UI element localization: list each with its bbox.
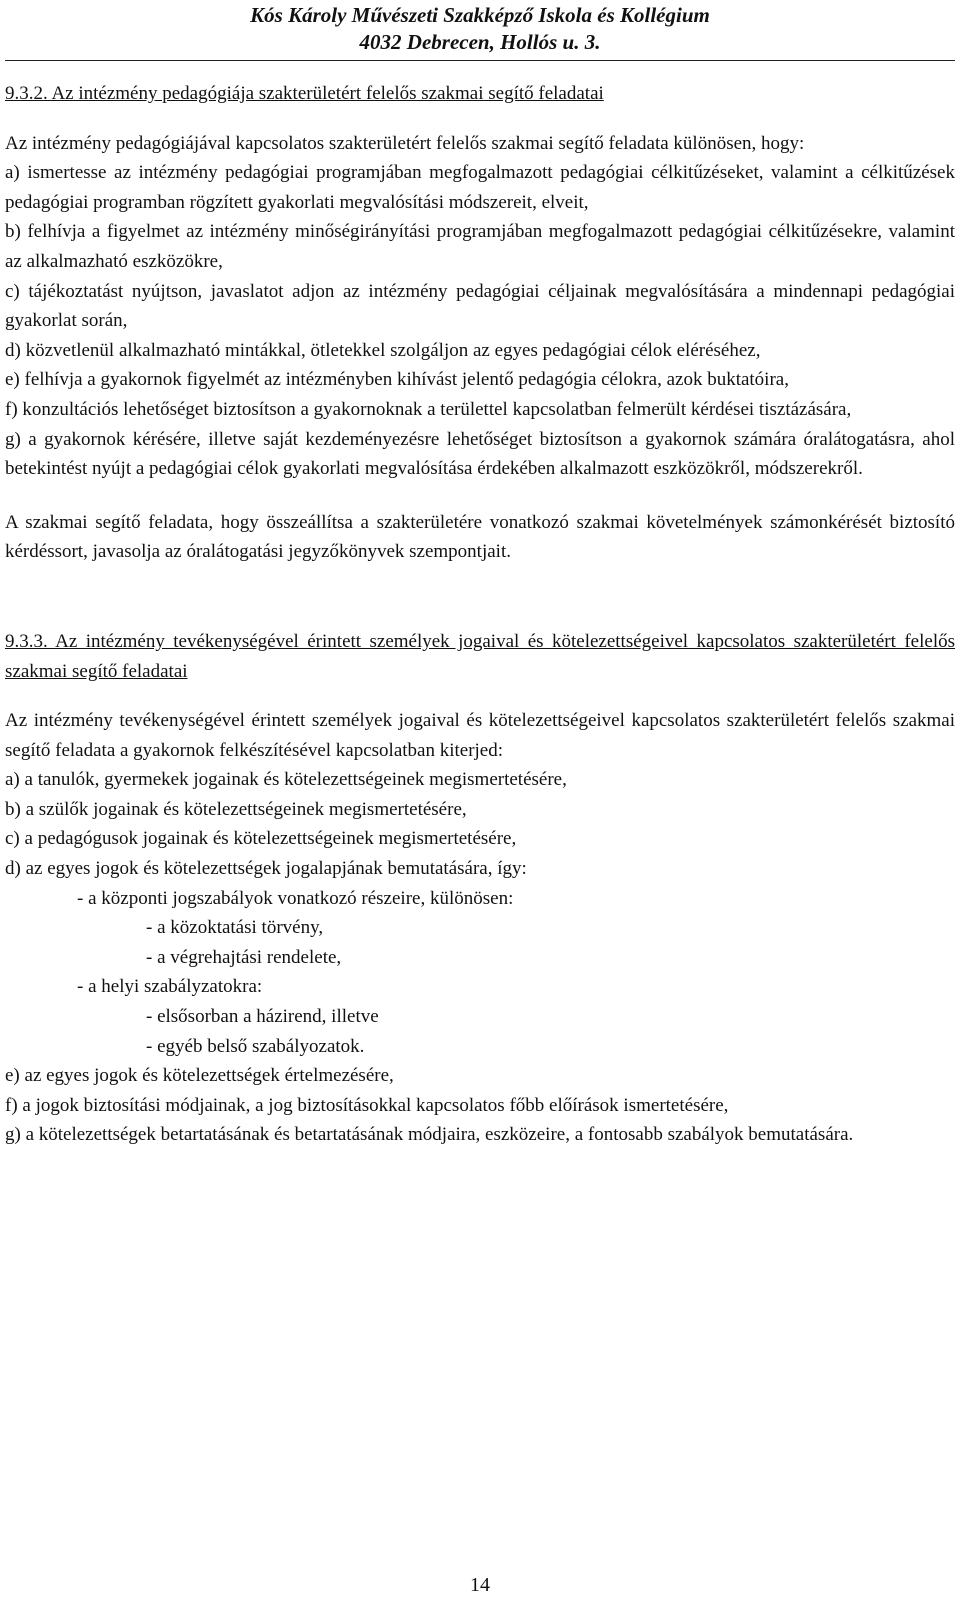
- sub-list-item: - a helyi szabályzatokra:: [77, 976, 263, 998]
- page-number: 14: [470, 1574, 490, 1596]
- section-932-intro: Az intézmény pedagógiájával kapcsolatos szakterületért felelős szakmai segítő feladata különösen, hogy:: [5, 132, 805, 154]
- document-body: [5, 79, 955, 1150]
- document-header: [0, 2, 960, 56]
- list-item: f) konzultációs lehetőséget biztosítson a gyakornoknak a területtel kapcsolatban felmerült kérdései tisztázására,: [5, 398, 852, 420]
- list-item: c) a pedagógusok jogainak és kötelezettségeinek megismertetésére,: [5, 828, 517, 850]
- section-932-closing: A szakmai segítő feladata, hogy összeállítsa a szakterületére vonatkozó szakmai követelmények számonkérését biztosító kérdéssort, javasolja az óralátogatási jegyzőkönyvek szempontjait.: [5, 511, 955, 563]
- school-address: 4032 Debrecen, Hollós u. 3.: [359, 30, 601, 54]
- sub-sub-list-item: - a végrehajtási rendelete,: [146, 946, 342, 968]
- list-item: g) a kötelezettségek betartatásának és betartatásának módjaira, eszközeire, a fontosabb szabályok bemutatására.: [5, 1124, 854, 1146]
- header-divider: [5, 60, 955, 61]
- list-item: a) ismertesse az intézmény pedagógiai programjában megfogalmazott pedagógiai célkitűzéseket, valamint a célkitűzések pedagógiai programban rögzített gyakorlati megvalósítási módszereit, elveit,: [5, 162, 955, 213]
- list-item: b) felhívja a figyelmet az intézmény minőségirányítási programjában megfogalmazott pedagógiai célkitűzésekre, valamint az alkalmazható eszközökre,: [5, 221, 955, 272]
- list-item: e) az egyes jogok és kötelezettségek értelmezésére,: [5, 1065, 394, 1087]
- sub-sub-list-item: - elsősorban a házirend, illetve: [146, 1006, 379, 1028]
- list-item: g) a gyakornok kérésére, illetve saját kezdeményezésre lehetőséget biztosítson a gyakornok számára óralátogatásra, ahol betekintést nyújt a pedagógiai célok gyakorlati megvalósítása érdekében alkalmazott eszközökről, módszerekről.: [5, 428, 955, 480]
- list-item: c) tájékoztatást nyújtson, javaslatot adjon az intézmény pedagógiai céljainak megvalósítására a mindennapi pedagógiai gyakorlat során,: [5, 280, 955, 332]
- list-item: d) közvetlenül alkalmazható mintákkal, ötletekkel szolgáljon az egyes pedagógiai célok eléréséhez,: [5, 339, 761, 361]
- list-item: a) a tanulók, gyermekek jogainak és kötelezettségeinek megismertetésére,: [5, 769, 567, 791]
- school-name: Kós Károly Művészeti Szakképző Iskola és Kollégium: [250, 3, 710, 27]
- list-item: d) az egyes jogok és kötelezettségek jogalapjának bemutatására, így:: [5, 858, 527, 880]
- list-item: e) felhívja a gyakornok figyelmét az intézményben kihívást jelentő pedagógia célokra, azok buktatóira,: [5, 369, 789, 391]
- section-933-intro: Az intézmény tevékenységével érintett személyek jogaival és kötelezettségeivel kapcsolatos szakterületért felelős szakmai segítő feladata a gyakornok felkészítésével kapcsolatban kiterjed:: [5, 710, 955, 761]
- section-heading-932: 9.3.2. Az intézmény pedagógiája szakterületért felelős szakmai segítő feladatai: [5, 83, 604, 104]
- list-item: b) a szülők jogainak és kötelezettségeinek megismertetésére,: [5, 798, 467, 820]
- sub-sub-list-item: - egyéb belső szabályozatok.: [146, 1035, 365, 1057]
- section-heading-933: 9.3.3. Az intézmény tevékenységével érintett személyek jogaival és kötelezettségeivel kapcsolatos szakterületért felelős szakmai segítő feladatai: [5, 630, 955, 682]
- sub-list-item: - a központi jogszabályok vonatkozó részeire, különösen:: [77, 887, 514, 909]
- sub-sub-list-item: - a közoktatási törvény,: [146, 917, 324, 939]
- list-item: f) a jogok biztosítási módjainak, a jog biztosításokkal kapcsolatos főbb előírások ismertetésére,: [5, 1094, 729, 1116]
